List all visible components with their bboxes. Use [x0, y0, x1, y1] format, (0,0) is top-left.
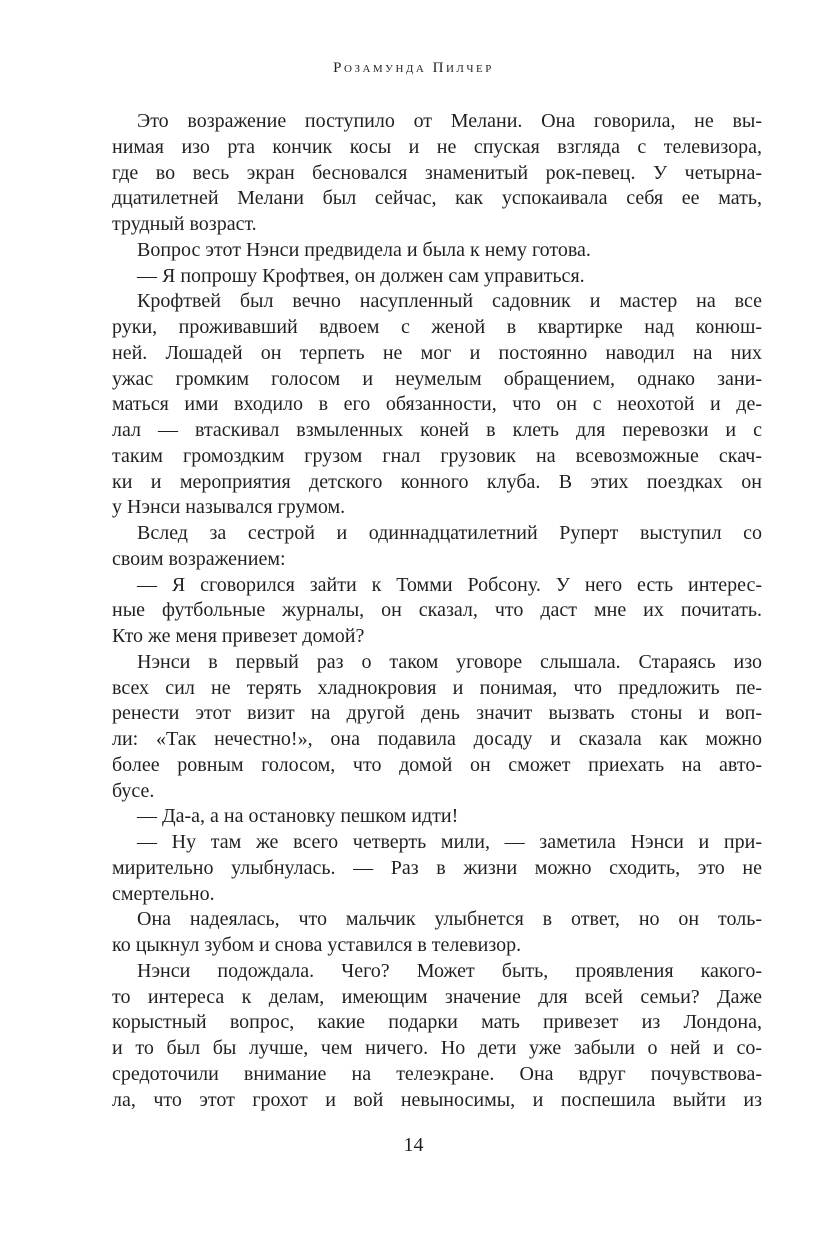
text-line: ужас громким голосом и неумелым обращением, однако зани-	[112, 367, 762, 390]
text-line: руки, проживавший вдвоем с женой в квартирке над конюш-	[112, 316, 762, 338]
text-line: трудный возраст.	[112, 213, 257, 235]
paragraph	[112, 573, 762, 650]
paragraph	[112, 264, 762, 290]
paragraph	[112, 959, 762, 1114]
page-number: 14	[403, 1134, 424, 1156]
text-line: и то был бы лучше, чем ничего. Но дети уже забыли о ней и со-	[112, 1037, 762, 1059]
text-line: то интереса к делам, имеющим значение для всей семьи? Даже	[112, 985, 762, 1008]
paragraph	[112, 521, 762, 573]
paragraph	[112, 650, 762, 805]
text-line: ли: «Так нечестно!», она подавила досаду и сказала как можно	[112, 728, 762, 750]
text-line: ней. Лошадей он терпеть не мог и постоянно наводил на них	[112, 341, 762, 364]
paragraph	[112, 109, 762, 238]
text-line: более ровным голосом, что домой он сможет приехать на авто-	[112, 753, 762, 776]
text-line: дцатилетней Мелани был сейчас, как успокаивала себя ее мать,	[112, 187, 762, 210]
text-line: мирительно улыбнулась. — Раз в жизни можно сходить, это не	[112, 856, 762, 879]
text-line: корыстный вопрос, какие подарки мать привезет из Лондона,	[112, 1011, 762, 1034]
text-line: бусе.	[112, 779, 155, 802]
text-line: Вслед за сестрой и одиннадцатилетний Руперт выступил со	[137, 522, 762, 544]
paragraph	[112, 289, 762, 521]
text-line: — Да-а, а на остановку пешком идти!	[137, 805, 459, 828]
text-line: Вопрос этот Нэнси предвидела и была к нему готова.	[137, 238, 591, 261]
text-line: смертельно.	[112, 882, 215, 905]
text-line: — Ну там же всего четверть мили, — заметила Нэнси и при-	[137, 831, 762, 853]
text-line: где во весь экран бесновался знаменитый рок-певец. У четырна-	[112, 161, 762, 184]
body-text	[112, 109, 762, 1113]
text-line: Кто же меня привезет домой?	[112, 625, 365, 647]
text-line: ко цыкнул зубом и снова уставился в телевизор.	[112, 934, 522, 956]
text-line: Нэнси подождала. Чего? Может быть, проявления какого-	[137, 959, 762, 982]
text-line: всех сил не терять хладнокровия и понимая, что предложить пе-	[112, 676, 762, 699]
text-line: нимая изо рта кончик косы и не спуская взгляда с телевизора,	[112, 135, 762, 158]
text-line: ки и мероприятия детского конного клуба. В этих поездках он	[112, 470, 762, 493]
text-line: — Я попрошу Крофтвея, он должен сам управиться.	[137, 264, 585, 287]
paragraph	[112, 830, 762, 907]
text-line: маться ими входило в его обязанности, что он с неохотой и де-	[112, 393, 762, 416]
text-line: средоточили внимание на телеэкране. Она вдруг почувствова-	[112, 1062, 762, 1085]
text-line: Это возражение поступило от Мелани. Она говорила, не вы-	[137, 110, 762, 132]
text-line: лал — втаскивал взмыленных коней в клеть для перевозки и с	[112, 419, 762, 441]
text-line: таким громоздким грузом гнал грузовик на всевозможные скач-	[112, 444, 762, 467]
text-line: Нэнси в первый раз о таком уговоре слышала. Стараясь изо	[137, 650, 762, 673]
text-line: ла, что этот грохот и вой невыносимы, и поспешила выйти из	[112, 1088, 762, 1111]
text-line: у Нэнси назывался грумом.	[112, 496, 346, 519]
text-line: Крофтвей был вечно насупленный садовник и мастер на все	[137, 290, 762, 313]
text-line: своим возражением:	[112, 547, 286, 570]
paragraph	[112, 238, 762, 264]
text-line: — Я сговорился зайти к Томми Робсону. У него есть интерес-	[137, 573, 762, 596]
text-line: ренести этот визит на другой день значит вызвать стоны и воп-	[112, 702, 762, 725]
paragraph	[112, 804, 762, 830]
paragraph	[112, 907, 762, 959]
text-line: Она надеялась, что мальчик улыбнется в ответ, но он толь-	[137, 908, 762, 931]
text-line: ные футбольные журналы, он сказал, что даст мне их почитать.	[112, 599, 762, 622]
running-head: Розамунда Пилчер	[333, 60, 494, 76]
